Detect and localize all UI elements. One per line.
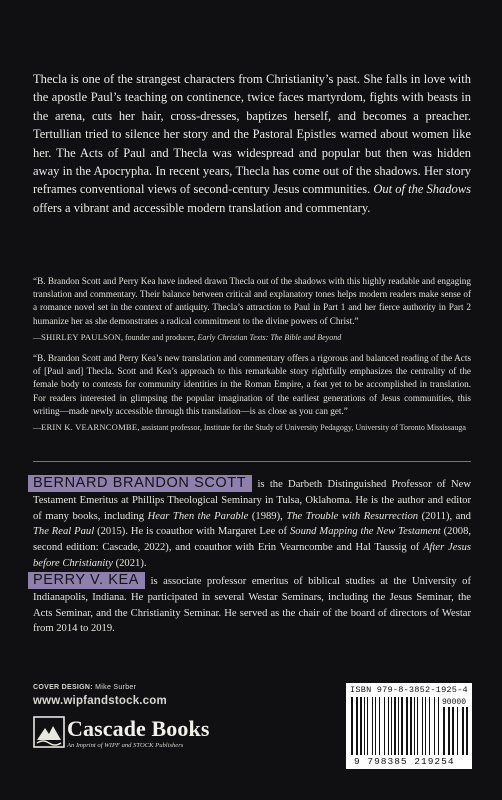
blurb-text: Thecla is one of the strangest characters from Christianity’s past. She falls in love with the apostle Paul’s teaching on continence, twice faces martyrdom, fights with beasts in the arena, cuts her hair, cross-dresses, baptizes herself, and becomes a preacher. Tertullian tried to silence her story and the Pastoral Epistles warned about women like her. The Acts of Paul and Thecla was widespread and popular but then was hidden away in the Apocrypha. In recent years, Thecla has come out of the shadows. Her story reframes conventional views of second-century Jesus communities.: [33, 72, 471, 197]
endorser-work: Early Christian Texts: The Bible and Beyond: [197, 332, 342, 342]
cover-design-credit: COVER DESIGN: Mike Surber: [33, 684, 137, 691]
author-bio-scott: BERNARD BRANDON SCOTT is the Darbeth Distinguished Professor of New Testament Emeritus at Phillips Theological Seminary in Tulsa, Oklahoma. He is the author and editor of many books, including Hear Then the Parable (1989), The Trouble with Resurrection (2011), and The Real Paul (2015). He is coauthor with Margaret Lee of Sound Mapping the New Testament (2008, second edition: Cascade, 2022), and coauthor with Erin Vearncombe and Hal Taussig of After Jesus before Christianity (2021).: [33, 475, 471, 572]
endorsement-2: [33, 352, 471, 434]
addon-barcode-bars: [442, 707, 470, 755]
endorser-role: , assistant professor, Institute for the Study of University Pedagogy, University of Toronto Mississauga: [137, 423, 466, 433]
endorser-name: ERIN K. VEARNCOMBE: [41, 422, 138, 433]
endorser-name: SHIRLEY PAULSON: [41, 331, 121, 342]
isbn-label: ISBN 979-8-3852-1925-4: [350, 685, 468, 695]
publisher-imprint: An Imprint of WIPF and STOCK Publishers: [67, 742, 184, 749]
endorser-role: , founder and producer,: [120, 332, 198, 342]
endorsement-1: [33, 275, 471, 344]
cascade-logo-icon: [33, 716, 65, 750]
publisher-url[interactable]: www.wipfandstock.com: [33, 695, 167, 707]
endorsement-text: “B. Brandon Scott and Perry Kea have indeed drawn Thecla out of the shadows with this highly readable and engaging translation and commentary. Their balance between critical and explanatory tones helps modern readers make sense of a romance novel set in the context of antiquity. Thecla’s attraction to Paul in Part 1 and her fierce authority in Part 2 humanize her as she demonstrates a radical commitment to the divine powers of Christ.”: [33, 276, 471, 326]
barcode-bars: [350, 697, 442, 755]
author-bio-kea: PERRY V. KEA is associate professor emeritus of biblical studies at the University of Indianapolis, Indiana. He participated in several Westar Seminars, including the Jesus Seminar, the Acts Seminar, and the Christianity Seminar. He served as the chair of the board of directors of Westar from 2014 to 2019.: [33, 572, 471, 637]
publisher-name: Cascade Books: [67, 716, 210, 741]
price-addon-digits: 90000: [442, 698, 467, 707]
endorsement-text: “B. Brandon Scott and Perry Kea’s new translation and commentary offers a rigorous and balanced reading of the Acts of [Paul and] Thecla. Scott and Kea’s approach to this remarkable story rightfully emphasizes the centrality of the female body to contests for community identities in the Roman Empire, a feat yet to be accomplished in translation. For readers interested in glimpsing the popular imagination of the earliest generations of Jesus communities, this writing—made newly accessible through this translation—is as close as you can get.”: [33, 353, 471, 416]
endorsement-attribution: —ERIN K. VEARNCOMBE, assistant professor, Institute for the Study of University Pedagogy, University of Toronto Mississauga: [33, 422, 466, 433]
section-divider: [33, 461, 471, 462]
back-cover-blurb: [33, 70, 471, 217]
barcode-digits: 9 798385 219254: [354, 756, 455, 767]
credits-block: [33, 684, 167, 707]
author-name-band: PERRY V. KEA: [28, 572, 145, 589]
endorsement-attribution: —SHIRLEY PAULSON, founder and producer, Early Christian Texts: The Bible and Beyond: [33, 331, 342, 342]
book-title-italic: Out of the Shadows: [373, 182, 472, 197]
author-name-band: BERNARD BRANDON SCOTT: [28, 475, 252, 492]
blurb-text-end: offers a vibrant and accessible modern translation and commentary.: [33, 200, 371, 215]
